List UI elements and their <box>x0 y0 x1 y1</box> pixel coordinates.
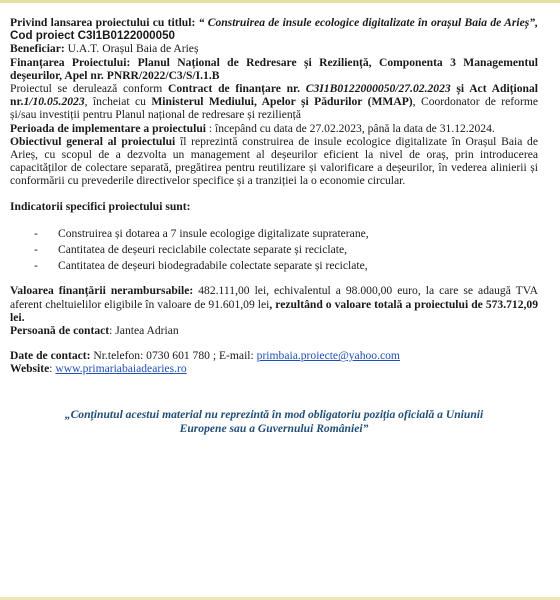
total-value: , rezultând o valoare totală a proiectului de 573.712,09 lei. <box>10 297 538 324</box>
indicator-text: Cantitatea de deșeuri biodegradabile colectate separate și reciclate, <box>58 259 368 273</box>
contract-and: și <box>450 82 470 96</box>
funding-value <box>10 284 538 324</box>
contract-text-2: , încheiat cu <box>84 95 152 109</box>
project-title <box>10 16 538 42</box>
objective-place: Orașul Baia de Arieș <box>10 134 538 162</box>
objective-text-2: , cu scopul de a dezvolta un management al deșeurilor eficient la nivel de oraș, prin introducerea capacităților de colectare separată, pregătirea pentru reutilizare și valorificare a deșeurilor, în vederea alinierii și conformării cu prevederile directivelor specifice și a tranziției la o economie circular. <box>10 148 538 188</box>
contract-number: C3I1B0122000050/27.02.2023 <box>305 82 451 96</box>
list-item <box>10 227 538 240</box>
contact-person-label: Persoană de contact <box>10 324 110 338</box>
indicators-heading <box>10 200 538 213</box>
contact-person-value: : Jantea Adrian <box>109 324 179 338</box>
website-line <box>10 362 538 375</box>
period-value: : începând cu data de 27.02.2023, până la data de 31.12.2024. <box>206 121 495 135</box>
period-label: Perioada de implementare a proiectului <box>10 121 206 135</box>
beneficiary-value: U.A.T. Orașul Baia de Arieș <box>64 42 199 56</box>
list-item <box>10 259 538 272</box>
website-link[interactable]: www.primariabaiadearies.ro <box>55 362 187 376</box>
website-label: Website <box>10 362 50 376</box>
general-objective <box>10 135 538 188</box>
financing-line <box>10 56 538 82</box>
contract-text-1: Proiectul se derulează conform <box>10 82 168 96</box>
eu-disclaimer <box>10 408 538 436</box>
contact-person <box>10 324 538 337</box>
objective-label: Obiectivul general al proiectului <box>10 134 176 148</box>
beneficiary <box>10 42 538 55</box>
list-item <box>10 243 538 256</box>
indicators-heading-text: Indicatorii specifici proiectului sunt: <box>10 199 191 213</box>
title-italic: “ Construirea de insule ecologice digitalizate în orașul Baia de Arieș”, <box>198 16 538 29</box>
funding-label: Valoarea finanțării nerambursabile: <box>10 284 194 298</box>
contact-details-label: Date de contact: <box>10 349 91 363</box>
email-link[interactable]: primbaia.proiecte@yahoo.com <box>256 349 400 363</box>
addendum-label: Act Adițional nr. <box>10 82 539 109</box>
document-content <box>10 16 538 436</box>
funding-text: 482.111,00 lei, echivalentul a 98.000,00 euro, la care se adaugă TVA aferent cheltuielilor eligibile în valoare de 91.601,09 lei <box>10 284 538 311</box>
financing-text: Finanțarea Proiectului: Planul Național de Redresare și Reziliență, Componenta 3 Managementul deșeurilor, Apel nr. PNRR/2022/C3/S/I.1.B <box>10 55 538 82</box>
contact-phone: Nr.telefon: 0730 601 780 ; E-mail: <box>90 349 257 363</box>
dash-bullet: - <box>34 243 38 257</box>
dash-bullet: - <box>34 259 38 273</box>
implementation-period <box>10 122 538 135</box>
top-decorative-stripe <box>0 0 560 3</box>
website-separator: : <box>49 362 56 376</box>
addendum-number: 1/10.05.2023 <box>23 95 85 109</box>
disclaimer-line-2: Europene sau a Guvernului României” <box>179 421 369 435</box>
project-code: Cod proiect C3I1B0122000050 <box>10 29 175 43</box>
contract-text-3: , Coordonator de reforme și/sau investiții pentru Planul național de redresare și reziliență <box>10 95 538 122</box>
contact-details <box>10 349 538 362</box>
indicator-text: Construirea și dotarea a 7 insule ecologige digitalizate supraterane, <box>58 226 369 240</box>
title-prefix: Privind lansarea proiectului cu titlul: <box>10 16 199 29</box>
contract-paragraph <box>10 82 538 122</box>
indicators-list <box>10 227 538 273</box>
indicator-text: Cantitatea de deșeuri reciclabile colectate separate și reciclate, <box>58 243 348 257</box>
dash-bullet: - <box>34 226 38 240</box>
ministry-name: Ministerul Mediului, Apelor și Pădurilor (MMAP) <box>151 95 413 109</box>
disclaimer-line-1: „Conținutul acestui material nu reprezintă în mod obligatoriu poziția oficială a Uniunii <box>64 407 484 421</box>
beneficiary-label: Beneficiar: <box>10 42 65 56</box>
objective-text-1: îl reprezintă construirea de insule ecologice digitalizate în <box>175 134 466 148</box>
contract-label: Contract de finanțare nr. <box>167 82 306 96</box>
